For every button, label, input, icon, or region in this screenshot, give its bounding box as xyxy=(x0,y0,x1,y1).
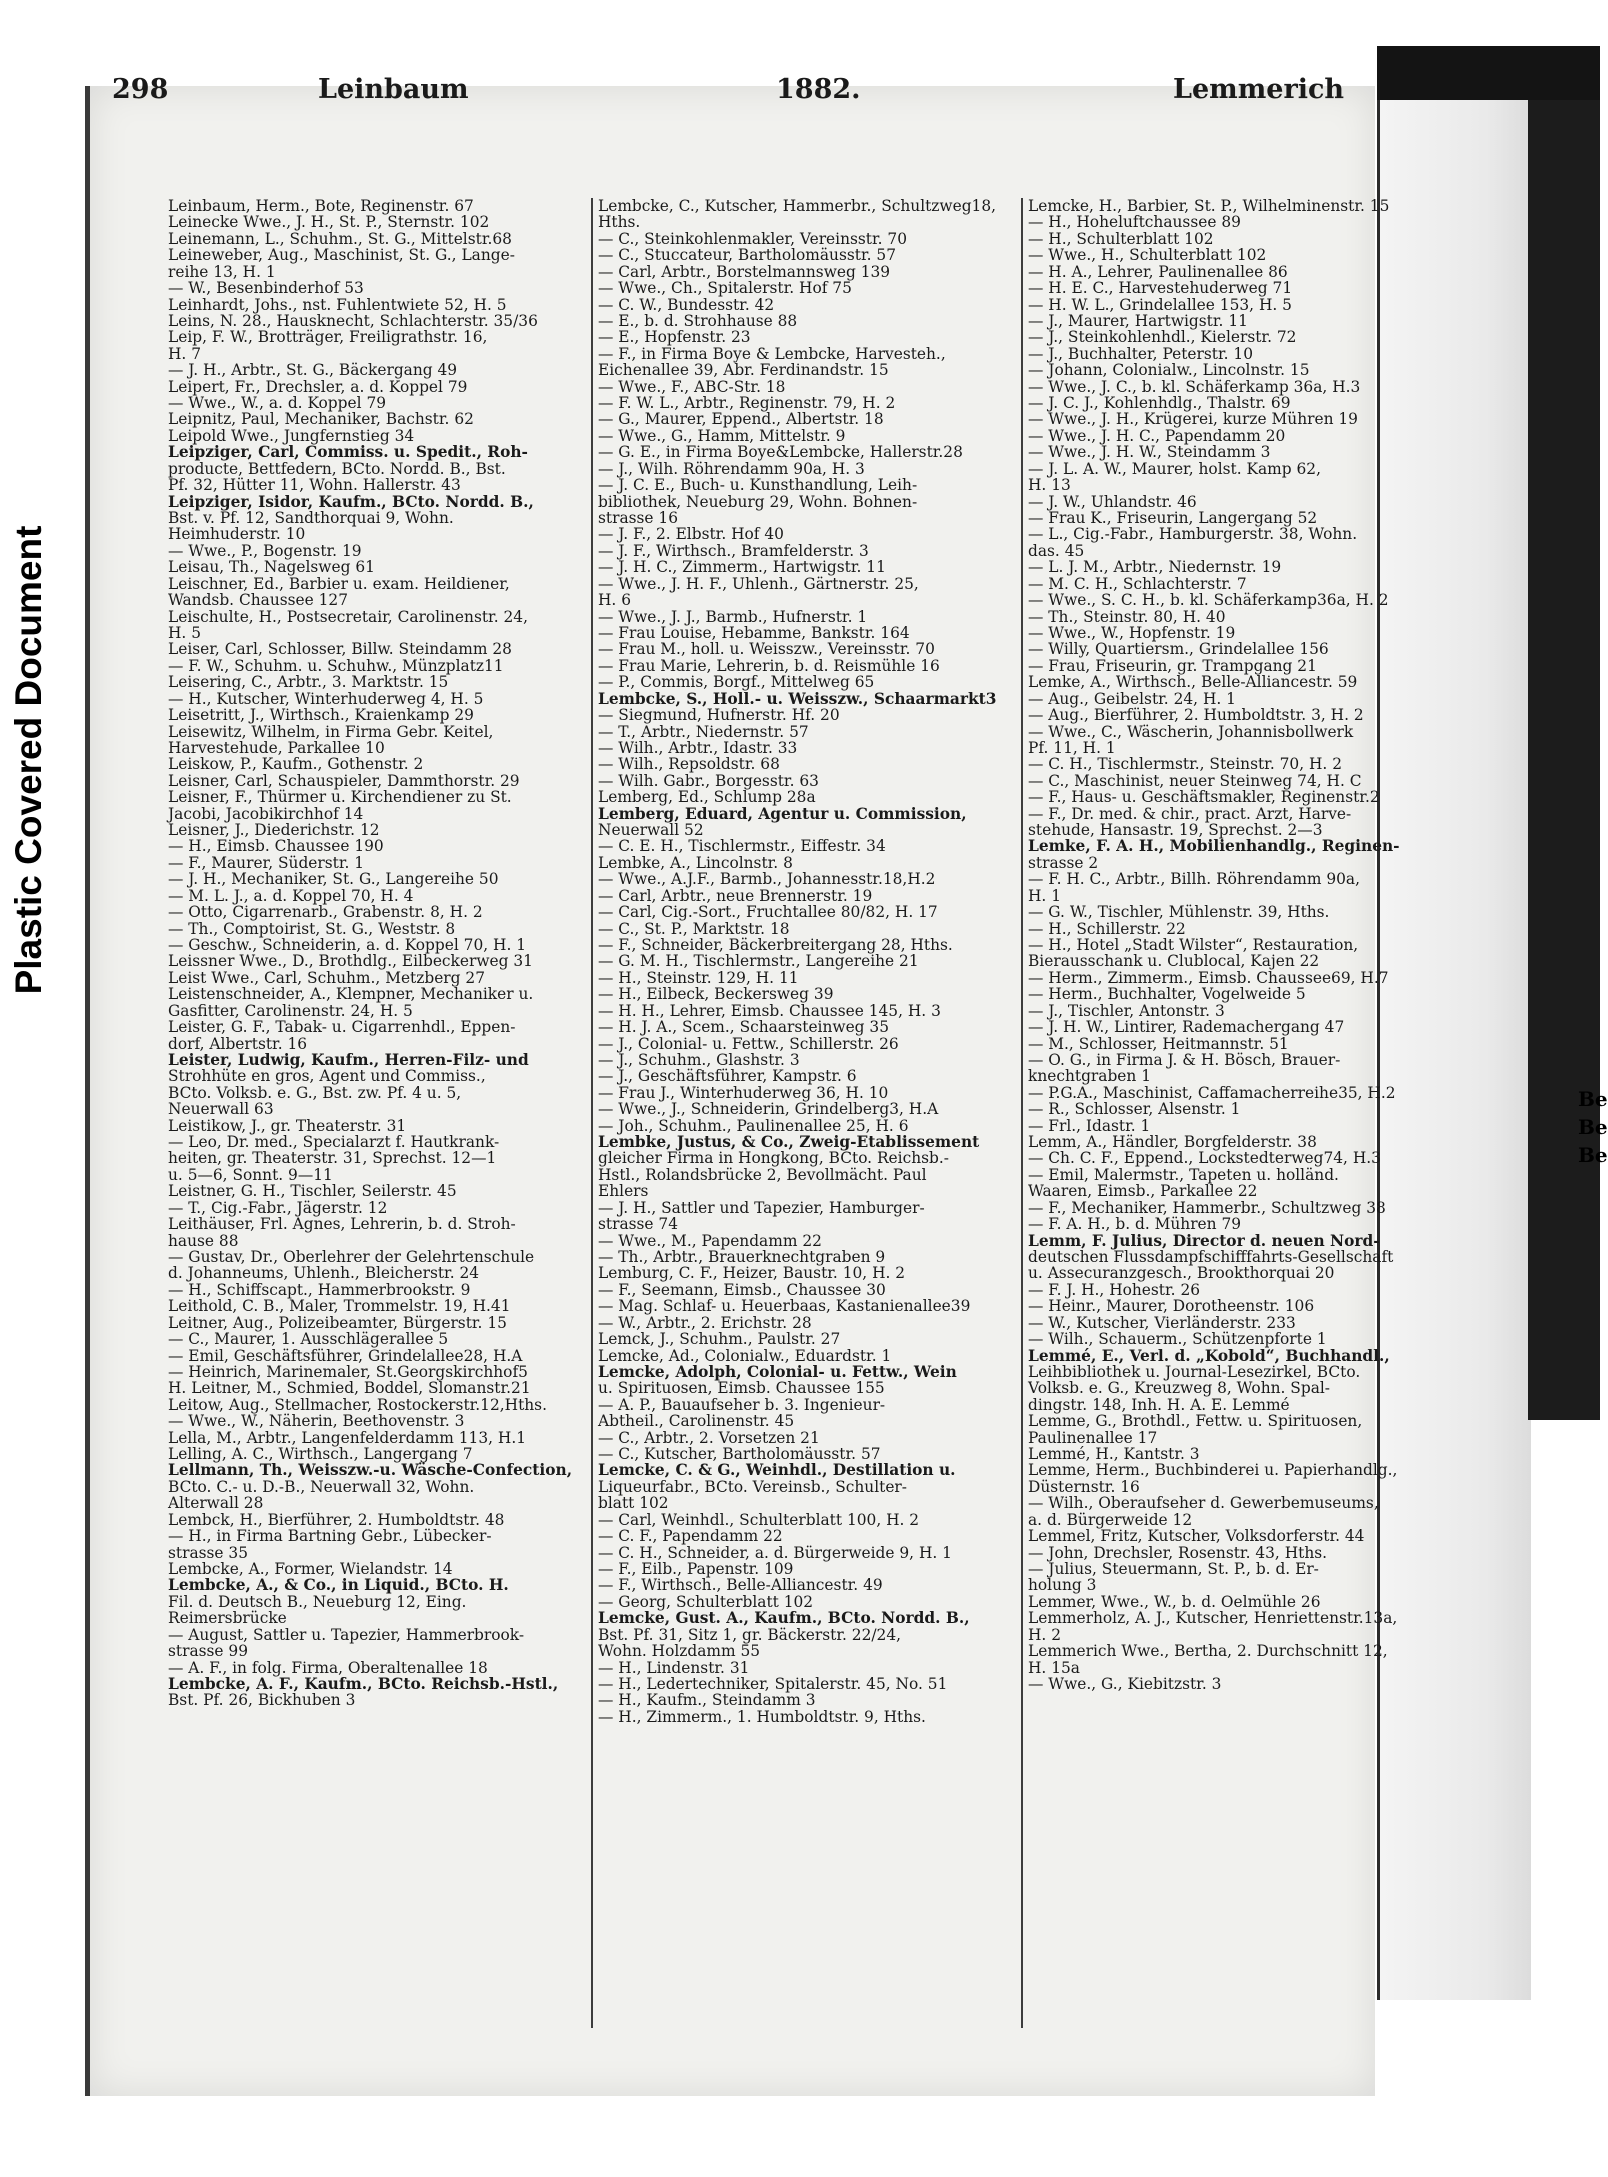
directory-entry: — H., Steinstr. 129, H. 11 xyxy=(598,968,799,987)
directory-entry: Lemme, Herm., Buchbinderei u. Papierhandlg., xyxy=(1028,1461,1398,1480)
directory-entry: — T., Cig.-Fabr., Jägerstr. 12 xyxy=(168,1198,388,1217)
running-head-year: 1882. xyxy=(776,74,861,105)
directory-entry: Lelling, A. C., Wirthsch., Langergang 7 xyxy=(168,1445,473,1464)
directory-entry: strasse 2 xyxy=(1028,853,1099,872)
directory-entry: Leinhardt, Johs., nst. Fuhlentwiete 52, H. 5 xyxy=(168,295,507,314)
directory-entry: Düsternstr. 16 xyxy=(1028,1477,1140,1496)
directory-entry: Leipziger, Carl, Commiss. u. Spedit., Roh- xyxy=(168,443,528,462)
directory-entry: — P., Commis, Borgf., Mittelweg 65 xyxy=(598,673,875,692)
directory-entry: Bst. Pf. 26, Bickhuben 3 xyxy=(168,1691,356,1710)
directory-entry: Lemcke, C. & G., Weinhdl., Destillation u. xyxy=(598,1461,956,1480)
directory-entry: — J. H., Arbtr., St. G., Bäckergang 49 xyxy=(168,361,458,380)
directory-entry: Leipert, Fr., Drechsler, a. d. Koppel 79 xyxy=(168,377,468,396)
directory-entry: — Wwe., H., Schulterblatt 102 xyxy=(1028,246,1267,265)
directory-entry: — G. E., in Firma Boye&Lembcke, Hallerstr.28 xyxy=(598,443,963,462)
scan-edge-top xyxy=(1377,46,1600,101)
directory-entry: Lemcke, Adolph, Colonial- u. Fettw., Wein xyxy=(598,1362,957,1381)
directory-entry: bibliothek, Neueburg 29, Wohn. Bohnen- xyxy=(598,492,918,511)
directory-entry: holung 3 xyxy=(1028,1576,1097,1595)
running-head-right: Lemmerich xyxy=(1173,74,1345,105)
directory-entry: — J. H., Sattler und Tapezier, Hamburger- xyxy=(598,1198,925,1217)
side-note-text: Plastic Covered Document xyxy=(8,525,49,995)
directory-entry: — Julius, Steuermann, St. P., b. d. Er- xyxy=(1028,1560,1319,1579)
directory-entry: — H., Zimmerm., 1. Humboldtstr. 9, Hths. xyxy=(598,1707,926,1726)
directory-entry: Lemmel, Fritz, Kutscher, Volksdorferstr. 44 xyxy=(1028,1527,1365,1546)
directory-entry: Eichenallee 39, Abr. Ferdinandstr. 15 xyxy=(598,361,889,380)
directory-entry: — J., Buchhalter, Peterstr. 10 xyxy=(1028,344,1253,363)
directory-entry: — Wwe., S. C. H., b. kl. Schäferkamp36a, H. 2 xyxy=(1028,591,1389,610)
directory-entry: — Wwe., J., Schneiderin, Grindelberg3, H.A xyxy=(598,1100,939,1119)
directory-entry: Neuerwall 63 xyxy=(168,1100,274,1119)
directory-entry: — Wwe., W., Näherin, Beethovenstr. 3 xyxy=(168,1412,465,1431)
directory-entry: H. 1 xyxy=(1028,886,1061,905)
directory-entry: — Mag. Schlaf- u. Heuerbaas, Kastanienallee39 xyxy=(598,1297,971,1316)
directory-entry: — Frl., Idastr. 1 xyxy=(1028,1116,1151,1135)
directory-entry: — C., Steinkohlenmakler, Vereinsstr. 70 xyxy=(598,229,908,248)
directory-entry: — Emil, Geschäftsführer, Grindelallee28, H.A xyxy=(168,1346,523,1365)
directory-entry: — G. W., Tischler, Mühlenstr. 39, Hths. xyxy=(1028,903,1330,922)
directory-entry: — H., Hoheluftchaussee 89 xyxy=(1028,213,1241,232)
directory-entry: Lemcke, H., Barbier, St. P., Wilhelminenstr. 15 xyxy=(1028,197,1390,215)
directory-entry: Pf. 11, H. 1 xyxy=(1028,738,1116,757)
directory-entry: — H. A., Lehrer, Paulinenallee 86 xyxy=(1028,262,1288,281)
directory-entry: — P.G.A., Maschinist, Caffamacherreihe35, H.2 xyxy=(1028,1083,1396,1102)
directory-entry: — H. J. A., Scem., Schaarsteinweg 35 xyxy=(598,1018,890,1037)
directory-entry: Bst. v. Pf. 12, Sandthorquai 9, Wohn. xyxy=(168,509,454,528)
directory-entry: — Ch. C. F., Eppend., Lockstedterweg74, H.3 xyxy=(1028,1149,1381,1168)
directory-entry: — Emil, Malermstr., Tapeten u. holländ. xyxy=(1028,1165,1339,1184)
column-divider xyxy=(591,198,593,2028)
adjacent-letter: Be xyxy=(1578,1143,1608,1167)
directory-entry: Lemmé, E., Verl. d. „Kobold“, Buchhandl., xyxy=(1028,1346,1390,1365)
directory-entry: Leins, N. 28., Hausknecht, Schlachterstr. 35/36 xyxy=(168,311,538,330)
directory-entry: BCto. C.- u. D.-B., Neuerwall 32, Wohn. xyxy=(168,1477,475,1496)
directory-entry: strasse 99 xyxy=(168,1642,248,1661)
directory-entry: Ehlers xyxy=(598,1182,649,1201)
directory-entry: — L., Cig.-Fabr., Hamburgerstr. 38, Wohn. xyxy=(1028,525,1358,544)
directory-entry: Lellmann, Th., Weisszw.-u. Wäsche-Confection, xyxy=(168,1461,573,1480)
directory-column-2 xyxy=(598,198,1003,2018)
directory-entry: Leiskow, P., Kaufm., Gothenstr. 2 xyxy=(168,755,424,774)
directory-entry: Wandsb. Chaussee 127 xyxy=(168,591,349,610)
directory-entry: — Wwe., M., Papendamm 22 xyxy=(598,1231,822,1250)
directory-entry: knechtgraben 1 xyxy=(1028,1067,1152,1086)
directory-entry: — Wilh., Oberaufseher d. Gewerbemuseums, xyxy=(1028,1494,1379,1513)
directory-entry: Volksb. e. G., Kreuzweg 8, Wohn. Spal- xyxy=(1028,1379,1330,1398)
directory-entry: — A. F., in folg. Firma, Oberaltenallee 18 xyxy=(168,1658,488,1677)
directory-entry: — F., Schneider, Bäckerbreitergang 28, Hths. xyxy=(598,935,953,954)
directory-entry: — F., Haus- u. Geschäftsmakler, Reginenstr.2 xyxy=(1028,788,1380,807)
directory-entry: — H., Eilbeck, Beckersweg 39 xyxy=(598,985,834,1004)
directory-entry: — J. W., Uhlandstr. 46 xyxy=(1028,492,1197,511)
directory-entry: — C. W., Bundesstr. 42 xyxy=(598,295,775,314)
directory-entry: Lemmé, H., Kantstr. 3 xyxy=(1028,1445,1200,1464)
directory-entry: producte, Bettfedern, BCto. Nordd. B., Bst. xyxy=(168,459,506,478)
page-number: 298 xyxy=(112,74,169,105)
directory-entry: Leineweber, Aug., Maschinist, St. G., Lange- xyxy=(168,246,515,265)
directory-entry: u. 5—6, Sonnt. 9—11 xyxy=(168,1165,333,1184)
directory-entry: — Frau J., Winterhuderweg 36, H. 10 xyxy=(598,1083,889,1102)
directory-entry: dorf, Albertstr. 16 xyxy=(168,1034,308,1053)
directory-entry: Leister, Ludwig, Kaufm., Herren-Filz- und xyxy=(168,1050,529,1069)
directory-entry: — J., Schuhm., Glashstr. 3 xyxy=(598,1050,800,1069)
directory-entry: — F., Maurer, Süderstr. 1 xyxy=(168,853,365,872)
directory-entry: — Wwe., J. H. F., Uhlenh., Gärtnerstr. 25, xyxy=(598,574,919,593)
directory-entry: — Wwe., J. J., Barmb., Hufnerstr. 1 xyxy=(598,607,868,626)
directory-entry: — F. J. H., Hohestr. 26 xyxy=(1028,1280,1201,1299)
directory-entry: Lembck, H., Bierführer, 2. Humboldtstr. 48 xyxy=(168,1510,505,1529)
directory-entry: — C., Stuccateur, Bartholomäusstr. 57 xyxy=(598,246,896,265)
directory-entry: Hstl., Rolandsbrücke 2, Bevollmächt. Paul xyxy=(598,1165,927,1184)
directory-entry: — Aug., Geibelstr. 24, H. 1 xyxy=(1028,689,1236,708)
directory-entry: — J. F., 2. Elbstr. Hof 40 xyxy=(598,525,784,544)
directory-entry: H. 15a xyxy=(1028,1658,1080,1677)
directory-entry: — F., Wirthsch., Belle-Alliancestr. 49 xyxy=(598,1576,883,1595)
directory-entry: Lembcke, A. F., Kaufm., BCto. Reichsb.-Hstl., xyxy=(168,1674,559,1693)
directory-entry: Lemberg, Ed., Schlump 28a xyxy=(598,788,816,807)
directory-entry: Leisetritt, J., Wirthsch., Kraienkamp 29 xyxy=(168,706,474,725)
directory-entry: — Siegmund, Hufnerstr. Hf. 20 xyxy=(598,706,840,725)
directory-entry: — A. P., Bauaufseher b. 3. Ingenieur- xyxy=(598,1395,886,1414)
directory-column-1 xyxy=(168,198,573,2018)
directory-entry: — H., Kaufm., Steindamm 3 xyxy=(598,1691,816,1710)
directory-entry: Leitow, Aug., Stellmacher, Rostockerstr.12,Hths. xyxy=(168,1395,547,1414)
directory-entry: Lemke, A., Wirthsch., Belle-Alliancestr. 59 xyxy=(1028,673,1358,692)
directory-entry: — H., Schiffscapt., Hammerbrookstr. 9 xyxy=(168,1280,471,1299)
directory-entry: Leitner, Aug., Polizeibeamter, Bürgerstr. 15 xyxy=(168,1313,507,1332)
directory-entry: Leisner, J., Diederichstr. 12 xyxy=(168,821,380,840)
directory-entry: — Frau M., holl. u. Weisszw., Vereinsstr. 70 xyxy=(598,640,935,659)
directory-entry: — M. C. H., Schlachterstr. 7 xyxy=(1028,574,1247,593)
directory-entry: — Joh., Schuhm., Paulinenallee 25, H. 6 xyxy=(598,1116,909,1135)
directory-entry: — C., Maurer, 1. Ausschlägerallee 5 xyxy=(168,1330,449,1349)
directory-entry: Abtheil., Carolinenstr. 45 xyxy=(598,1412,795,1431)
directory-column-3 xyxy=(1028,198,1450,2018)
directory-entry: — John, Drechsler, Rosenstr. 43, Hths. xyxy=(1028,1543,1328,1562)
directory-entry: Leistner, G. H., Tischler, Seilerstr. 45 xyxy=(168,1182,457,1201)
directory-entry: — Wwe., W., a. d. Koppel 79 xyxy=(168,394,387,413)
directory-entry: Lemcke, Ad., Colonialw., Eduardstr. 1 xyxy=(598,1346,892,1365)
directory-entry: — F. H. C., Arbtr., Billh. Röhrendamm 90a, xyxy=(1028,870,1360,889)
directory-entry: Lemm, A., Händler, Borgfelderstr. 38 xyxy=(1028,1133,1317,1152)
directory-entry: Lemmer, Wwe., W., b. d. Oelmühle 26 xyxy=(1028,1592,1321,1611)
directory-entry: Lemme, G., Brothdl., Fettw. u. Spirituosen, xyxy=(1028,1412,1363,1431)
directory-entry: — H., Hotel „Stadt Wilster“, Restauration, xyxy=(1028,935,1359,954)
directory-entry: deutschen Flussdampfschifffahrts-Gesellschaft xyxy=(1028,1248,1394,1266)
directory-entry: H. 2 xyxy=(1028,1625,1061,1644)
directory-entry: — J. H., Mechaniker, St. G., Langereihe 50 xyxy=(168,870,499,889)
directory-entry: — Th., Arbtr., Brauerknechtgraben 9 xyxy=(598,1248,886,1266)
directory-entry: — L. J. M., Arbtr., Niedernstr. 19 xyxy=(1028,558,1282,577)
directory-entry: Lemm, F. Julius, Director d. neuen Nord- xyxy=(1028,1231,1380,1250)
directory-entry: — E., Hopfenstr. 23 xyxy=(598,328,751,347)
directory-entry: Pf. 32, Hütter 11, Wohn. Hallerstr. 43 xyxy=(168,476,461,495)
directory-entry: Paulinenallee 17 xyxy=(1028,1428,1158,1447)
directory-entry: — Heinrich, Marinemaler, St.Georgskirchhof5 xyxy=(168,1362,528,1381)
directory-entry: — Frau Louise, Hebamme, Bankstr. 164 xyxy=(598,623,910,642)
directory-entry: Leihbibliothek u. Journal-Lesezirkel, BCto. xyxy=(1028,1362,1361,1381)
directory-entry: Lemmerholz, A. J., Kutscher, Henriettenstr.13a, xyxy=(1028,1609,1398,1628)
directory-entry: — J. C. J., Kohlenhdlg., Thalstr. 69 xyxy=(1028,394,1291,413)
directory-entry: — Frau K., Friseurin, Langergang 52 xyxy=(1028,509,1318,528)
running-head-left: Leinbaum xyxy=(318,74,469,105)
directory-entry: — T., Arbtr., Niedernstr. 57 xyxy=(598,722,809,741)
directory-entry: — J., Colonial- u. Fettw., Schillerstr. 26 xyxy=(598,1034,899,1053)
directory-entry: — Herm., Zimmerm., Eimsb. Chaussee69, H.7 xyxy=(1028,968,1389,987)
directory-entry: Leistikow, J., gr. Theaterstr. 31 xyxy=(168,1116,407,1135)
directory-entry: Leischner, Ed., Barbier u. exam. Heildiener, xyxy=(168,574,510,593)
directory-entry: — J. H. W., Lintirer, Rademachergang 47 xyxy=(1028,1018,1345,1037)
directory-entry: — C. H., Schneider, a. d. Bürgerweide 9, H. 1 xyxy=(598,1543,952,1562)
directory-entry: — Frau, Friseurin, gr. Trampgang 21 xyxy=(1028,656,1317,675)
directory-entry: Jacobi, Jacobikirchhof 14 xyxy=(168,804,364,823)
directory-entry: Bierausschank u. Clublocal, Kajen 22 xyxy=(1028,952,1320,971)
directory-entry: Wohn. Holzdamm 55 xyxy=(598,1642,761,1661)
directory-entry: — H. W. L., Grindelallee 153, H. 5 xyxy=(1028,295,1292,314)
directory-entry: — Wwe., A.J.F., Barmb., Johannesstr.18,H.2 xyxy=(598,870,936,889)
directory-entry: d. Johanneums, Uhlenh., Bleicherstr. 24 xyxy=(168,1264,480,1283)
directory-entry: — Herm., Buchhalter, Vogelweide 5 xyxy=(1028,985,1306,1004)
directory-entry: — O. G., in Firma J. & H. Bösch, Brauer- xyxy=(1028,1050,1341,1069)
directory-entry: dingstr. 148, Inh. H. A. E. Lemmé xyxy=(1028,1395,1290,1414)
directory-entry: — Gustav, Dr., Oberlehrer der Gelehrtenschule xyxy=(168,1248,535,1266)
directory-entry: — J. L. A. W., Maurer, holst. Kamp 62, xyxy=(1028,459,1321,478)
directory-entry: — H., Lindenstr. 31 xyxy=(598,1658,750,1677)
directory-entry: gleicher Firma in Hongkong, BCto. Reichsb.- xyxy=(598,1149,949,1168)
directory-entry: — Th., Comptoirist, St. G., Weststr. 8 xyxy=(168,919,456,938)
directory-entry: — H. E. C., Harvestehuderweg 71 xyxy=(1028,279,1293,298)
directory-entry: — Th., Steinstr. 80, H. 40 xyxy=(1028,607,1226,626)
directory-entry: Reimersbrücke xyxy=(168,1609,287,1628)
directory-entry: — E., b. d. Strohhause 88 xyxy=(598,311,798,330)
directory-entry: — H., in Firma Bartning Gebr., Lübecker- xyxy=(168,1527,492,1546)
adjacent-letter: Be xyxy=(1578,1115,1608,1139)
directory-entry: Leinecke Wwe., J. H., St. P., Sternstr. 102 xyxy=(168,213,490,232)
directory-entry: — H., Schulterblatt 102 xyxy=(1028,229,1214,248)
adjacent-page-letters xyxy=(1578,1085,1608,1169)
directory-entry: strasse 35 xyxy=(168,1543,248,1562)
directory-entry: — C. E. H., Tischlermstr., Eiffestr. 34 xyxy=(598,837,886,856)
directory-entry: Lembke, Justus, & Co., Zweig-Etablissement xyxy=(598,1133,980,1152)
directory-entry: — H., Ledertechniker, Spitalerstr. 45, No. 51 xyxy=(598,1674,948,1693)
directory-entry: Leithäuser, Frl. Agnes, Lehrerin, b. d. Stroh- xyxy=(168,1215,516,1234)
directory-entry: — Otto, Cigarrenarb., Grabenstr. 8, H. 2 xyxy=(168,903,483,922)
directory-entry: — C. F., Papendamm 22 xyxy=(598,1527,783,1546)
directory-entry: — Wwe., C., Wäscherin, Johannisbollwerk xyxy=(1028,722,1354,741)
directory-entry: — J. F., Wirthsch., Bramfelderstr. 3 xyxy=(598,541,869,560)
directory-entry: — Carl, Cig.-Sort., Fruchtallee 80/82, H. 17 xyxy=(598,903,938,922)
directory-entry: Leithold, C. B., Maler, Trommelstr. 19, H.41 xyxy=(168,1297,511,1316)
directory-entry: H. Leitner, M., Schmied, Boddel, Slomanstr.21 xyxy=(168,1379,531,1398)
directory-entry: — J., Tischler, Antonstr. 3 xyxy=(1028,1001,1225,1020)
directory-entry: Alterwall 28 xyxy=(168,1494,264,1513)
directory-entry: — F. A. H., b. d. Mühren 79 xyxy=(1028,1215,1242,1234)
directory-entry: — F., Seemann, Eimsb., Chaussee 30 xyxy=(598,1280,886,1299)
directory-entry: — R., Schlosser, Alsenstr. 1 xyxy=(1028,1100,1241,1119)
directory-entry: Lemburg, C. F., Heizer, Baustr. 10, H. 2 xyxy=(598,1264,906,1283)
directory-entry: blatt 102 xyxy=(598,1494,669,1513)
directory-entry: — Wwe., P., Bogenstr. 19 xyxy=(168,541,362,560)
directory-entry: — Carl, Weinhdl., Schulterblatt 100, H. 2 xyxy=(598,1510,920,1529)
directory-entry: — August, Sattler u. Tapezier, Hammerbrook- xyxy=(168,1625,525,1644)
directory-entry: — M. L. J., a. d. Koppel 70, H. 4 xyxy=(168,886,414,905)
directory-entry: Leipziger, Isidor, Kaufm., BCto. Nordd. B., xyxy=(168,492,534,511)
directory-entry: — Wwe., Ch., Spitalerstr. Hof 75 xyxy=(598,279,852,298)
directory-entry: Leisewitz, Wilhelm, in Firma Gebr. Keitel, xyxy=(168,722,494,741)
directory-entry: — Johann, Colonialw., Lincolnstr. 15 xyxy=(1028,361,1310,380)
directory-entry: — J. H. C., Zimmerm., Hartwigstr. 11 xyxy=(598,558,886,577)
directory-entry: Hths. xyxy=(598,213,641,232)
directory-entry: — C., St. P., Marktstr. 18 xyxy=(598,919,790,938)
directory-entry: Lella, M., Arbtr., Langenfelderdamm 113, H.1 xyxy=(168,1428,527,1447)
directory-entry: Lemcke, Gust. A., Kaufm., BCto. Nordd. B., xyxy=(598,1609,970,1628)
directory-entry: hause 88 xyxy=(168,1231,239,1250)
directory-entry: Leist Wwe., Carl, Schuhm., Metzberg 27 xyxy=(168,968,485,987)
directory-entry: reihe 13, H. 1 xyxy=(168,262,276,281)
directory-entry: Leissner Wwe., D., Brothdlg., Eilbeckerweg 31 xyxy=(168,952,533,971)
directory-entry: — J., Steinkohlenhdl., Kielerstr. 72 xyxy=(1028,328,1297,347)
directory-entry: — C., Arbtr., 2. Vorsetzen 21 xyxy=(598,1428,820,1447)
directory-entry: — J. C. E., Buch- u. Kunsthandlung, Leih- xyxy=(598,476,918,495)
directory-entry: a. d. Bürgerweide 12 xyxy=(1028,1510,1193,1529)
directory-entry: — J., Geschäftsführer, Kampstr. 6 xyxy=(598,1067,857,1086)
directory-entry: — Geschw., Schneiderin, a. d. Koppel 70, H. 1 xyxy=(168,935,527,954)
directory-entry: Lembcke, A., & Co., in Liquid., BCto. H. xyxy=(168,1576,509,1595)
directory-entry: — Wwe., J. C., b. kl. Schäferkamp 36a, H.3 xyxy=(1028,377,1361,396)
directory-entry: — Wwe., G., Kiebitzstr. 3 xyxy=(1028,1674,1222,1693)
directory-entry: — Wilh., Arbtr., Idastr. 33 xyxy=(598,738,798,757)
directory-entry: — F., Mechaniker, Hammerbr., Schultzweg 38 xyxy=(1028,1198,1386,1217)
directory-entry: — Aug., Bierführer, 2. Humboldtstr. 3, H. 2 xyxy=(1028,706,1364,725)
directory-entry: Leipnitz, Paul, Mechaniker, Bachstr. 62 xyxy=(168,410,474,429)
directory-entry: Leisau, Th., Nagelsweg 61 xyxy=(168,558,375,577)
directory-entry: — J., Wilh. Röhrendamm 90a, H. 3 xyxy=(598,459,865,478)
side-note xyxy=(0,480,58,1040)
directory-entry: — W., Kutscher, Vierländerstr. 233 xyxy=(1028,1313,1296,1332)
directory-entry: H. 7 xyxy=(168,344,201,363)
directory-entry: Gasfitter, Carolinenstr. 24, H. 5 xyxy=(168,1001,413,1020)
column-divider xyxy=(1021,198,1023,2028)
directory-entry: — C., Kutscher, Bartholomäusstr. 57 xyxy=(598,1445,881,1464)
directory-entry: — Georg, Schulterblatt 102 xyxy=(598,1592,814,1611)
directory-entry: — H., Schillerstr. 22 xyxy=(1028,919,1186,938)
directory-entry: u. Assecuranzgesch., Brookthorquai 20 xyxy=(1028,1264,1335,1283)
directory-entry: — F., Dr. med. & chir., pract. Arzt, Harve- xyxy=(1028,804,1352,823)
directory-entry: — Leo, Dr. med., Specialarzt f. Hautkrank- xyxy=(168,1133,500,1152)
directory-entry: Leistenschneider, A., Klempner, Mechaniker u. xyxy=(168,985,534,1004)
directory-entry: — Wilh., Repsoldstr. 68 xyxy=(598,755,780,774)
directory-entry: — Frau Marie, Lehrerin, b. d. Reismühle 16 xyxy=(598,656,940,675)
directory-entry: — H., Eimsb. Chaussee 190 xyxy=(168,837,384,856)
adjacent-letter: Be xyxy=(1578,1087,1608,1111)
directory-entry: das. 45 xyxy=(1028,541,1085,560)
directory-entry: Lemck, J., Schuhm., Paulstr. 27 xyxy=(598,1330,841,1349)
directory-entry: Leipold Wwe., Jungfernstieg 34 xyxy=(168,426,415,445)
directory-entry: Waaren, Eimsb., Parkallee 22 xyxy=(1028,1182,1258,1201)
directory-entry: Leinbaum, Herm., Bote, Reginenstr. 67 xyxy=(168,197,474,215)
directory-entry: Lembcke, A., Former, Wielandstr. 14 xyxy=(168,1560,453,1579)
directory-entry: Lemke, F. A. H., Mobilienhandlg., Reginen- xyxy=(1028,837,1400,856)
directory-entry: — Wwe., J. H., Krügerei, kurze Mühren 19 xyxy=(1028,410,1358,429)
directory-entry: Lemmerich Wwe., Bertha, 2. Durchschnitt 12, xyxy=(1028,1642,1388,1661)
directory-entry: — Wilh. Gabr., Borgesstr. 63 xyxy=(598,771,819,790)
directory-entry: Leiser, Carl, Schlosser, Billw. Steindamm 28 xyxy=(168,640,512,659)
directory-entry: Lemberg, Eduard, Agentur u. Commission, xyxy=(598,804,967,823)
directory-entry: — Carl, Arbtr., Borstelmannsweg 139 xyxy=(598,262,891,281)
directory-entry: Leischulte, H., Postsecretair, Carolinenstr. 24, xyxy=(168,607,528,626)
directory-entry: heiten, gr. Theaterstr. 31, Sprechst. 12—1 xyxy=(168,1149,497,1168)
directory-entry: Harvestehude, Parkallee 10 xyxy=(168,738,385,757)
directory-entry: Leip, F. W., Brotträger, Freiligrathstr. 16, xyxy=(168,328,488,347)
directory-entry: — Wwe., F., ABC-Str. 18 xyxy=(598,377,786,396)
directory-entry: — F. W. L., Arbtr., Reginenstr. 79, H. 2 xyxy=(598,394,896,413)
directory-entry: — Wwe., W., Hopfenstr. 19 xyxy=(1028,623,1236,642)
directory-entry: — W., Besenbinderhof 53 xyxy=(168,279,364,298)
directory-entry: Neuerwall 52 xyxy=(598,821,704,840)
directory-entry: — G. M. H., Tischlermstr., Langereihe 21 xyxy=(598,952,919,971)
directory-entry: Heimhuderstr. 10 xyxy=(168,525,306,544)
directory-entry: Fil. d. Deutsch B., Neueburg 12, Eing. xyxy=(168,1592,467,1611)
scan-edge-right xyxy=(1528,100,1608,1420)
directory-entry: Leisner, Carl, Schauspieler, Dammthorstr. 29 xyxy=(168,771,520,790)
directory-entry: Liqueurfabr., BCto. Vereinsb., Schulter- xyxy=(598,1477,907,1496)
directory-entry: — Carl, Arbtr., neue Brennerstr. 19 xyxy=(598,886,873,905)
directory-entry: — Wwe., J. H. C., Papendamm 20 xyxy=(1028,426,1286,445)
directory-entry: — Willy, Quartiersm., Grindelallee 156 xyxy=(1028,640,1329,659)
directory-entry: Lembcke, S., Holl.- u. Weisszw., Schaarmarkt3 xyxy=(598,689,997,708)
directory-entry: Leisering, C., Arbtr., 3. Marktstr. 15 xyxy=(168,673,449,692)
directory-entry: — W., Arbtr., 2. Erichstr. 28 xyxy=(598,1313,812,1332)
directory-entry: — G., Maurer, Eppend., Albertstr. 18 xyxy=(598,410,884,429)
directory-entry: — Wwe., G., Hamm, Mittelstr. 9 xyxy=(598,426,846,445)
directory-entry: H. 6 xyxy=(598,591,631,610)
directory-entry: Leister, G. F., Tabak- u. Cigarrenhdl., Eppen- xyxy=(168,1018,516,1037)
directory-entry: — F. W., Schuhm. u. Schuhw., Münzplatz11 xyxy=(168,656,504,675)
directory-entry: — H. H., Lehrer, Eimsb. Chaussee 145, H. 3 xyxy=(598,1001,941,1020)
directory-entry: u. Spirituosen, Eimsb. Chaussee 155 xyxy=(598,1379,885,1398)
directory-entry: stehude, Hansastr. 19, Sprechst. 2—3 xyxy=(1028,821,1323,840)
directory-entry: — Wilh., Schauerm., Schützenpforte 1 xyxy=(1028,1330,1327,1349)
directory-entry: H. 5 xyxy=(168,623,201,642)
directory-entry: Lembke, A., Lincolnstr. 8 xyxy=(598,853,793,872)
directory-entry: — F., Eilb., Papenstr. 109 xyxy=(598,1560,794,1579)
directory-entry: — Wwe., J. H. W., Steindamm 3 xyxy=(1028,443,1271,462)
directory-entry: — C. H., Tischlermstr., Steinstr. 70, H. 2 xyxy=(1028,755,1342,774)
directory-entry: strasse 74 xyxy=(598,1215,678,1234)
directory-entry: — H., Kutscher, Winterhuderweg 4, H. 5 xyxy=(168,689,484,708)
directory-entry: Lembcke, C., Kutscher, Hammerbr., Schultzweg18, xyxy=(598,197,997,215)
directory-entry: H. 13 xyxy=(1028,476,1071,495)
directory-entry: — M., Schlosser, Heitmannstr. 51 xyxy=(1028,1034,1289,1053)
directory-entry: — J., Maurer, Hartwigstr. 11 xyxy=(1028,311,1248,330)
directory-entry: BCto. Volksb. e. G., Bst. zw. Pf. 4 u. 5, xyxy=(168,1083,462,1102)
directory-entry: Bst. Pf. 31, Sitz 1, gr. Bäckerstr. 22/24, xyxy=(598,1625,902,1644)
directory-entry: Leisner, F., Thürmer u. Kirchendiener zu St. xyxy=(168,788,512,807)
directory-entry: — Heinr., Maurer, Dorotheenstr. 106 xyxy=(1028,1297,1315,1316)
directory-entry: Strohhüte en gros, Agent und Commiss., xyxy=(168,1067,486,1086)
directory-entry: Leinemann, L., Schuhm., St. G., Mittelstr.68 xyxy=(168,229,512,248)
directory-entry: strasse 16 xyxy=(598,509,678,528)
directory-entry: — C., Maschinist, neuer Steinweg 74, H. C xyxy=(1028,771,1362,790)
directory-entry: — F., in Firma Boye & Lembcke, Harvesteh., xyxy=(598,344,946,363)
